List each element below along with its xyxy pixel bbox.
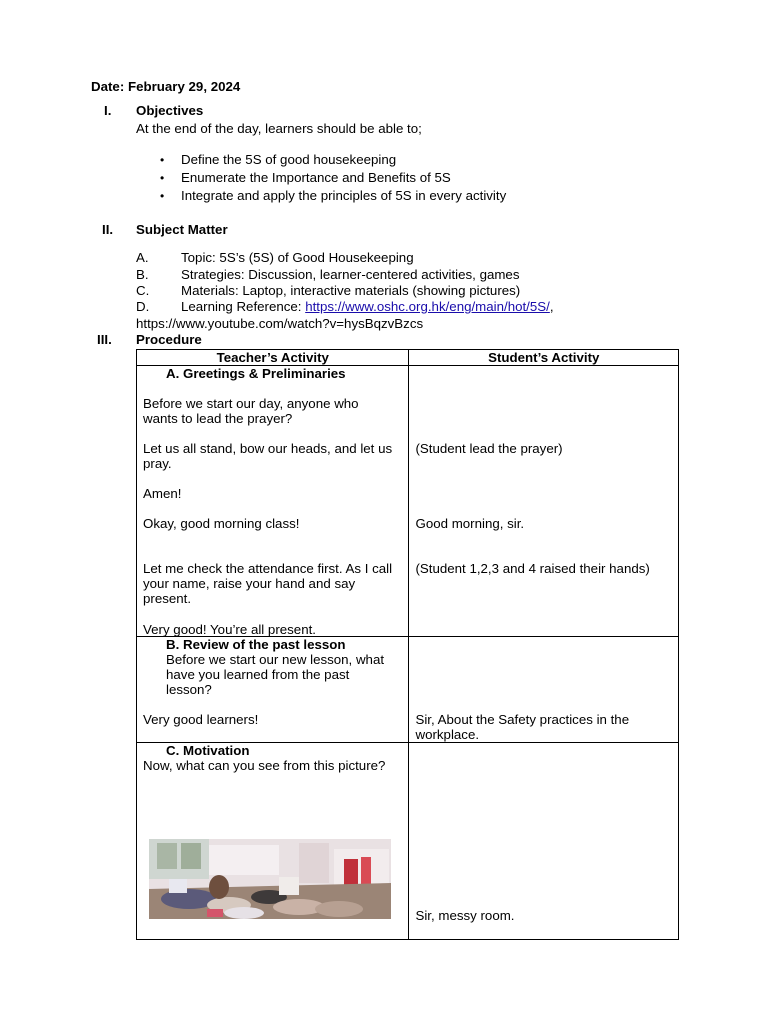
student-text: Sir, About the Safety practices in the workplace.	[415, 712, 630, 742]
student-cell	[409, 366, 679, 637]
teacher-text: Before we start our new lesson, what have you learned from the past lesson?	[166, 652, 385, 697]
objectives-list	[160, 151, 506, 205]
subject-item-letter: B.	[136, 267, 149, 282]
subject-item-text	[181, 299, 554, 314]
teacher-text: Let us all stand, bow our heads, and let us pray.	[143, 441, 393, 471]
teacher-text: Before we start our day, anyone who wants to lead the prayer?	[143, 396, 359, 426]
objective-item: • Enumerate the Importance and Benefits of 5S	[160, 169, 506, 187]
section-a-heading: A. Greetings & Preliminaries	[166, 366, 346, 381]
procedure-numeral: III.	[97, 332, 112, 347]
student-activity-header: Student’s Activity	[409, 350, 679, 366]
teacher-text: Let me check the attendance first. As I call your name, raise your hand and say present.	[143, 561, 393, 606]
messy-room-image	[149, 839, 391, 919]
teacher-cell	[137, 366, 409, 637]
section-b-heading: B. Review of the past lesson	[166, 637, 346, 652]
teacher-text: Okay, good morning class!	[143, 516, 300, 531]
subject-matter-title: Subject Matter	[136, 222, 228, 237]
teacher-text: Amen!	[143, 486, 182, 501]
reference-label: Learning Reference:	[181, 299, 306, 314]
section-c-heading: C. Motivation	[166, 743, 250, 758]
student-cell	[409, 743, 679, 940]
table-row	[137, 366, 679, 637]
objectives-numeral: I.	[104, 103, 112, 118]
procedure-title: Procedure	[136, 332, 202, 347]
subject-item-text: Topic: 5S’s (5S) of Good Housekeeping	[181, 250, 414, 265]
objective-item: • Integrate and apply the principles of 5S in every activity	[160, 187, 506, 205]
reference-comma: ,	[549, 299, 554, 314]
reference-url-2: https://www.youtube.com/watch?v=hysBqzvBzcs	[136, 316, 424, 331]
student-text: Good morning, sir.	[415, 516, 525, 531]
subject-item-text: Strategies: Discussion, learner-centered activities, games	[181, 267, 520, 282]
objectives-title: Objectives	[136, 103, 204, 118]
student-cell	[409, 637, 679, 743]
reference-link[interactable]: https://www.oshc.org.hk/eng/main/hot/5S/	[305, 299, 550, 314]
teacher-text: Very good! You’re all present.	[143, 622, 316, 637]
procedure-table	[136, 349, 679, 940]
subject-item-letter: D.	[136, 299, 150, 314]
table-row	[137, 743, 679, 940]
teacher-activity-header: Teacher’s Activity	[137, 350, 409, 366]
teacher-text: Very good learners!	[143, 712, 259, 727]
student-text: (Student lead the prayer)	[415, 441, 563, 456]
teacher-cell	[137, 743, 409, 940]
student-text: Sir, messy room.	[415, 908, 515, 923]
date-line: Date: February 29, 2024	[91, 79, 241, 94]
subject-item-letter: C.	[136, 283, 150, 298]
table-row	[137, 637, 679, 743]
objectives-intro: At the end of the day, learners should be able to;	[136, 121, 422, 136]
student-text: (Student 1,2,3 and 4 raised their hands)	[415, 561, 650, 576]
subject-item-text: Materials: Laptop, interactive materials (showing pictures)	[181, 283, 521, 298]
objective-item: • Define the 5S of good housekeeping	[160, 151, 506, 169]
subject-item-letter: A.	[136, 250, 149, 265]
table-header-row	[137, 350, 679, 366]
subject-matter-numeral: II.	[102, 222, 114, 237]
teacher-cell	[137, 637, 409, 743]
teacher-text: Now, what can you see from this picture?	[143, 758, 386, 773]
